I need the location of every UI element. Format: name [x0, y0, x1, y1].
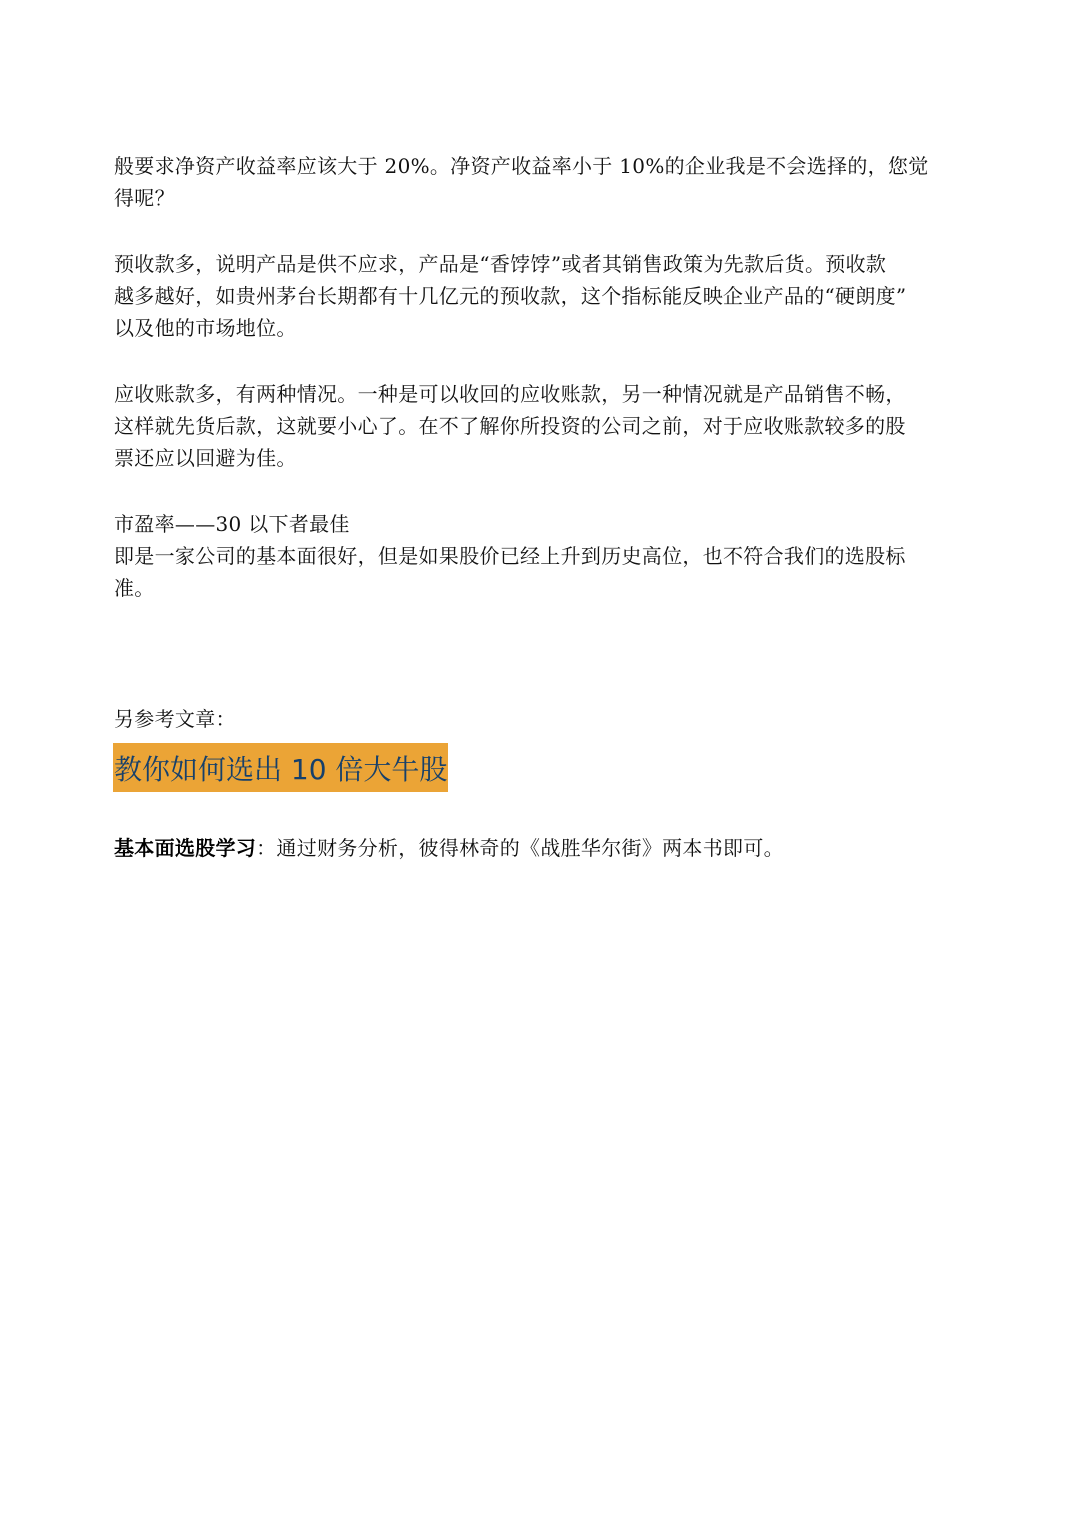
study-paragraph: [114, 832, 970, 864]
paragraph-pe-ratio: [114, 508, 970, 604]
reference-label-text: 另参考文章：: [114, 707, 236, 731]
paragraph-line: 票还应以回避为佳。: [114, 446, 297, 470]
study-text: 通过财务分析，彼得林奇的《战胜华尔街》两本书即可。: [276, 836, 784, 860]
paragraph-line: 般要求净资产收益率应该大于 20%。净资产收益率小于 10%的企业我是不会选择的，您觉: [114, 154, 929, 178]
paragraph-receivables: [114, 378, 970, 474]
reference-article-link-text[interactable]: 教你如何选出 10 倍大牛股: [114, 752, 448, 786]
paragraph-line: 准。: [114, 576, 155, 600]
paragraph-line: 这样就先货后款，这就要小心了。在不了解你所投资的公司之前，对于应收账款较多的股: [114, 414, 906, 438]
study-line: [114, 832, 970, 864]
reference-article-link[interactable]: [113, 743, 448, 792]
study-separator: ：: [256, 836, 277, 860]
paragraph-heading-line: 市盈率——30 以下者最佳: [114, 512, 350, 536]
paragraph-advance-receipts: [114, 248, 970, 344]
paragraph-line: 应收账款多，有两种情况。一种是可以收回的应收账款，另一种情况就是产品销售不畅，: [114, 382, 906, 406]
study-bold-label: 基本面选股学习: [114, 836, 257, 860]
paragraph-roe: [114, 150, 970, 214]
paragraph-line: 越多越好，如贵州茅台长期都有十几亿元的预收款，这个指标能反映企业产品的“硬朗度”: [114, 284, 907, 308]
paragraph-line: 以及他的市场地位。: [114, 316, 297, 340]
paragraph-line: 得呢？: [114, 186, 175, 210]
paragraph-line: 预收款多，说明产品是供不应求，产品是“香饽饽”或者其销售政策为先款后货。预收款: [114, 252, 887, 276]
paragraph-line: 即是一家公司的基本面很好，但是如果股价已经上升到历史高位，也不符合我们的选股标: [114, 544, 906, 568]
reference-label: [114, 703, 970, 735]
